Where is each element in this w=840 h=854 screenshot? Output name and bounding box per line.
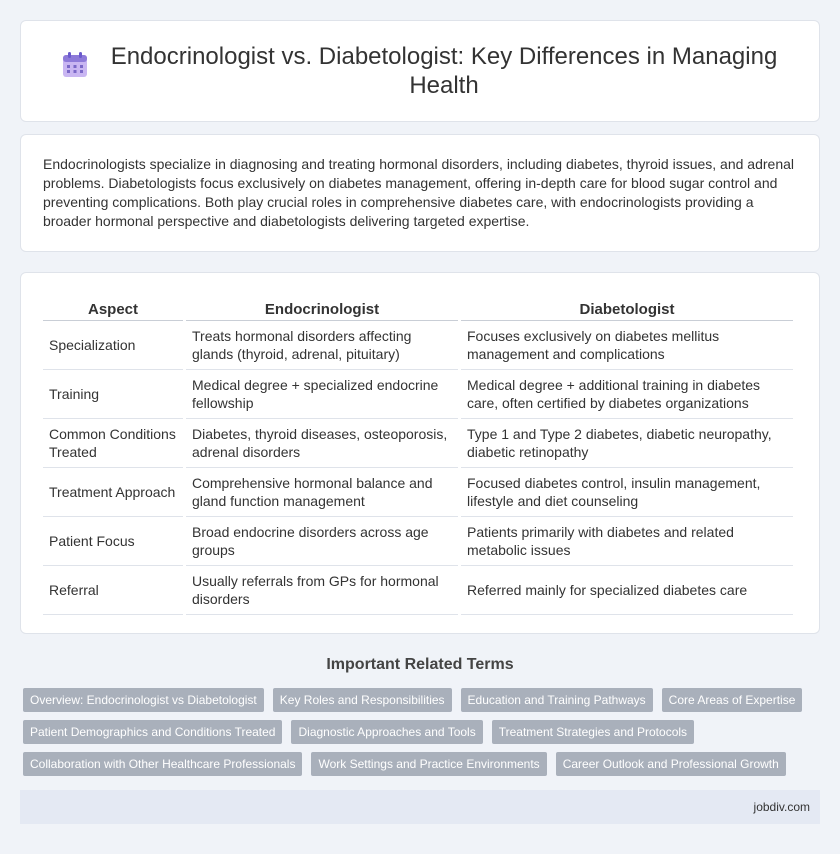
header-diabetologist: Diabetologist	[461, 297, 793, 321]
aspect-cell: Referral	[43, 566, 183, 615]
endocrinologist-cell: Broad endocrine disorders across age groups	[186, 517, 458, 566]
aspect-cell: Common Conditions Treated	[43, 419, 183, 468]
page-title: Endocrinologist vs. Diabetologist: Key Differences in Managing Health	[110, 43, 778, 99]
intro-card	[20, 134, 820, 252]
title-card	[20, 20, 820, 122]
related-term-tag[interactable]: Key Roles and Responsibilities	[273, 688, 452, 712]
related-term-tag[interactable]: Overview: Endocrinologist vs Diabetologist	[23, 688, 264, 712]
table-row	[43, 321, 793, 370]
related-terms-heading: Important Related Terms	[326, 656, 514, 673]
comparison-table	[40, 297, 796, 615]
table-row	[43, 419, 793, 468]
intro-paragraph: Endocrinologists specialize in diagnosing and treating hormonal disorders, including diabetes, thyroid issues, and adrenal problems. Diabetologists focus exclusively on diabetes management, offering in-depth care for blood sugar control and preventing complications. Both play crucial roles in comprehensive diabetes care, with endocrinologists providing a broader hormonal perspective and diabetologists delivering targeted expertise.	[43, 156, 795, 229]
diabetologist-cell: Referred mainly for specialized diabetes care	[461, 566, 793, 615]
aspect-cell: Treatment Approach	[43, 468, 183, 517]
endocrinologist-cell: Treats hormonal disorders affecting glands (thyroid, adrenal, pituitary)	[186, 321, 458, 370]
aspect-cell: Training	[43, 370, 183, 419]
aspect-cell: Patient Focus	[43, 517, 183, 566]
diabetologist-cell: Type 1 and Type 2 diabetes, diabetic neuropathy, diabetic retinopathy	[461, 419, 793, 468]
footer	[20, 790, 820, 824]
endocrinologist-cell: Comprehensive hormonal balance and gland function management	[186, 468, 458, 517]
calendar-icon	[60, 50, 90, 80]
table-row	[43, 370, 793, 419]
related-term-tag[interactable]: Education and Training Pathways	[461, 688, 653, 712]
related-term-tag[interactable]: Career Outlook and Professional Growth	[556, 752, 786, 776]
related-term-tag[interactable]: Diagnostic Approaches and Tools	[291, 720, 482, 744]
related-term-tag[interactable]: Patient Demographics and Conditions Treated	[23, 720, 282, 744]
related-term-tag[interactable]: Work Settings and Practice Environments	[311, 752, 546, 776]
table-row	[43, 468, 793, 517]
endocrinologist-cell: Diabetes, thyroid diseases, osteoporosis, adrenal disorders	[186, 419, 458, 468]
related-term-tag[interactable]: Treatment Strategies and Protocols	[492, 720, 694, 744]
table-row	[43, 566, 793, 615]
comparison-table-card	[20, 272, 820, 634]
related-terms-tags	[23, 688, 823, 784]
diabetologist-cell: Patients primarily with diabetes and related metabolic issues	[461, 517, 793, 566]
table-row	[43, 517, 793, 566]
header-endocrinologist: Endocrinologist	[186, 297, 458, 321]
diabetologist-cell: Focused diabetes control, insulin management, lifestyle and diet counseling	[461, 468, 793, 517]
related-term-tag[interactable]: Core Areas of Expertise	[662, 688, 803, 712]
related-term-tag[interactable]: Collaboration with Other Healthcare Professionals	[23, 752, 302, 776]
endocrinologist-cell: Usually referrals from GPs for hormonal disorders	[186, 566, 458, 615]
endocrinologist-cell: Medical degree + specialized endocrine fellowship	[186, 370, 458, 419]
diabetologist-cell: Medical degree + additional training in diabetes care, often certified by diabetes organizations	[461, 370, 793, 419]
aspect-cell: Specialization	[43, 321, 183, 370]
footer-site-link[interactable]: jobdiv.com	[753, 800, 810, 814]
header-aspect: Aspect	[43, 297, 183, 321]
table-header-row	[43, 297, 793, 321]
diabetologist-cell: Focuses exclusively on diabetes mellitus management and complications	[461, 321, 793, 370]
